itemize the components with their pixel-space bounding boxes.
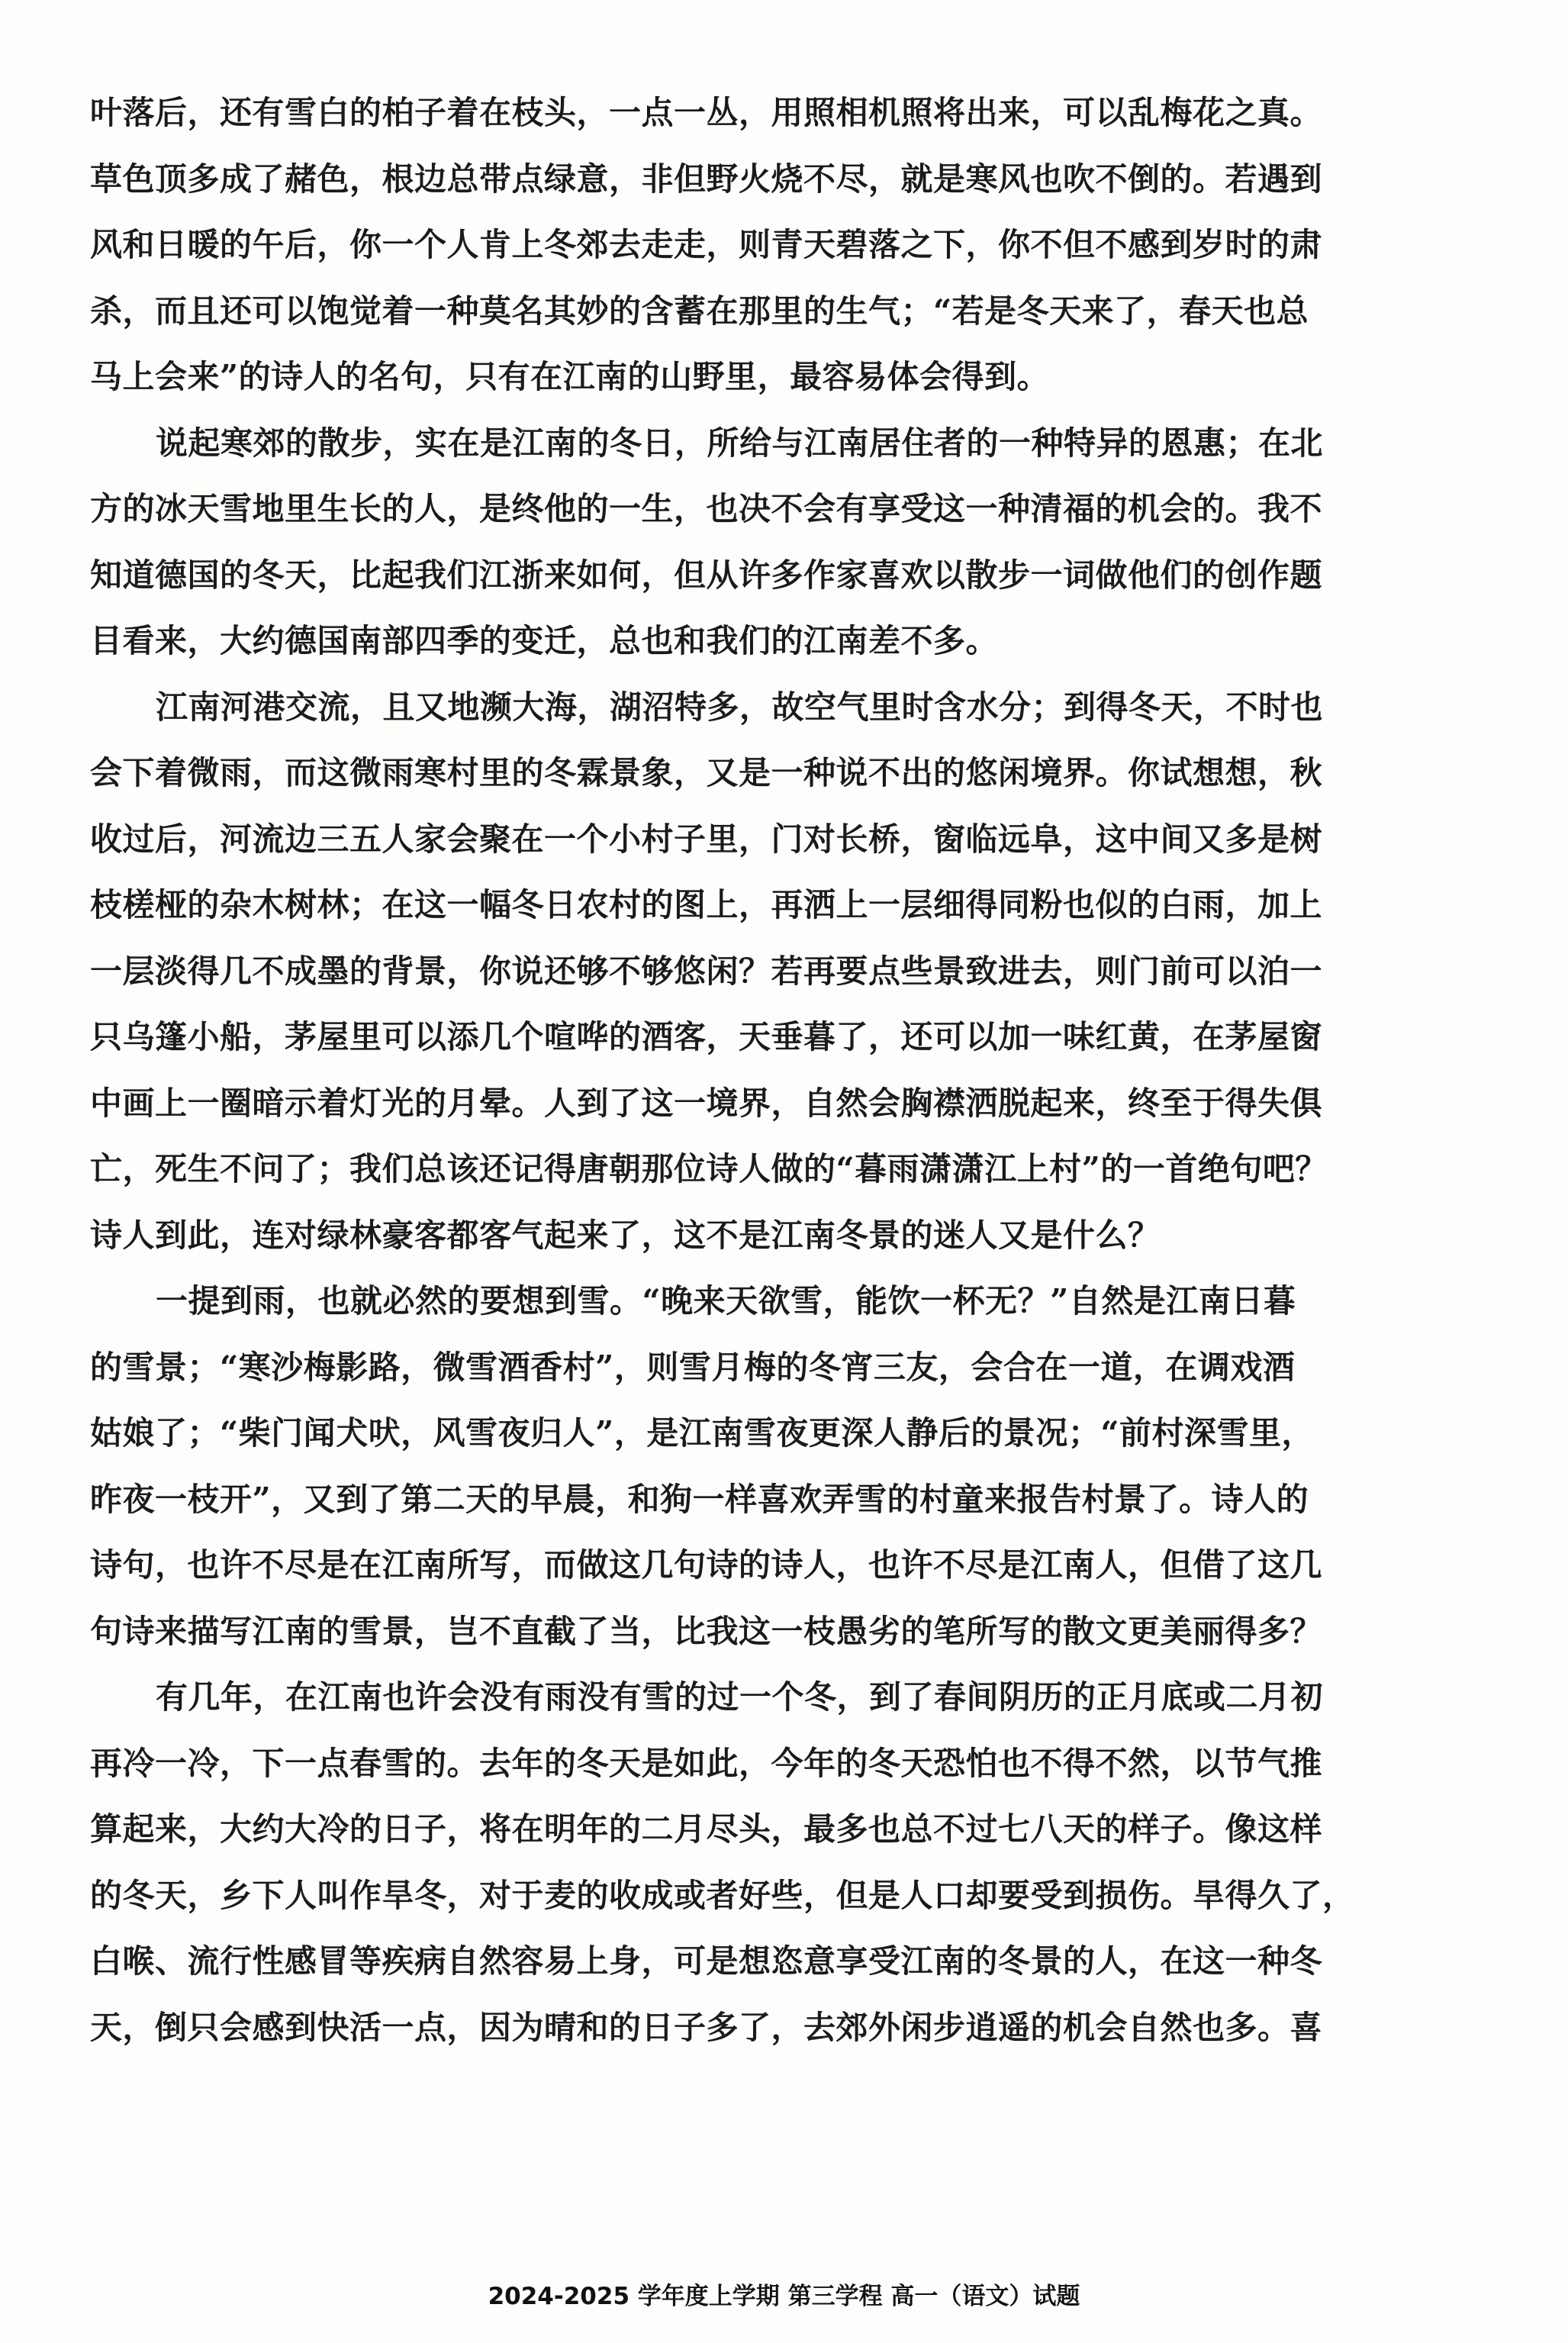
text-line: 句诗来描写江南的雪景，岂不直截了当，比我这一枝愚劣的笔所写的散文更美丽得多？ xyxy=(90,1612,1323,1650)
text-line: 草色顶多成了赭色，根边总带点绿意，非但野火烧不尽，就是寒风也吹不倒的。若遇到 xyxy=(90,160,1323,198)
page-footer: 2024-2025 学年度上学期 第三学程 高一（语文）试题 xyxy=(488,2283,1080,2310)
text-line: 目看来，大约德国南部四季的变迁，总也和我们的江南差不多。 xyxy=(90,622,999,659)
text-line: 再冷一冷，下一点春雪的。去年的冬天是如此，今年的冬天恐怕也不得不然，以节气推 xyxy=(90,1744,1323,1782)
text-line: 枝槎桠的杂木树林；在这一幅冬日农村的图上，再洒上一层细得同粉也似的白雨，加上 xyxy=(90,886,1323,923)
text-line: 一层淡得几不成墨的背景，你说还够不够悠闲？若再要点些景致进去，则门前可以泊一 xyxy=(90,952,1323,990)
paragraph-first-line: 说起寒郊的散步，实在是江南的冬日，所给与江南居住者的一种特异的恩惠；在北 xyxy=(156,424,1324,462)
text-line: 马上会来”的诗人的名句，只有在江南的山野里，最容易体会得到。 xyxy=(90,358,1050,395)
essay-text xyxy=(90,90,1463,2071)
text-line: 诗句，也许不尽是在江南所写，而做这几句诗的诗人，也许不尽是江南人，但借了这几 xyxy=(90,1546,1323,1584)
text-line: 收过后，河流边三五人家会聚在一个小村子里，门对长桥，窗临远阜，这中间又多是树 xyxy=(90,820,1323,858)
text-line: 方的冰天雪地里生长的人，是终他的一生，也决不会有享受这一种清福的机会的。我不 xyxy=(90,490,1323,527)
text-line: 亡，死生不问了；我们总该还记得唐朝那位诗人做的“暮雨潇潇江上村”的一首绝句吧？ xyxy=(90,1150,1328,1188)
text-line: 知道德国的冬天，比起我们江浙来如何，但从许多作家喜欢以散步一词做他们的创作题 xyxy=(90,556,1323,594)
text-line: 杀，而且还可以饱觉着一种莫名其妙的含蓄在那里的生气；“若是冬天来了，春天也总 xyxy=(90,292,1309,330)
text-line: 风和日暖的午后，你一个人肯上冬郊去走走，则青天碧落之下，你不但不感到岁时的肃 xyxy=(90,226,1323,263)
text-line: 的冬天，乡下人叫作旱冬，对于麦的收成或者好些，但是人口却要受到损伤。旱得久了， xyxy=(90,1876,1355,1914)
text-line: 诗人到此，连对绿林豪客都客气起来了，这不是江南冬景的迷人又是什么？ xyxy=(90,1216,1161,1254)
paragraph-first-line: 江南河港交流，且又地濒大海，湖沼特多，故空气里时含水分；到得冬天，不时也 xyxy=(156,688,1324,726)
text-line: 算起来，大约大冷的日子，将在明年的二月尽头，最多也总不过七八天的样子。像这样 xyxy=(90,1810,1323,1848)
text-line: 只乌篷小船，茅屋里可以添几个喧哗的酒客，天垂暮了，还可以加一味红黄，在茅屋窗 xyxy=(90,1018,1323,1055)
paragraph-first-line: 有几年，在江南也许会没有雨没有雪的过一个冬，到了春间阴历的正月底或二月初 xyxy=(156,1678,1324,1716)
text-line: 昨夜一枝开”，又到了第二天的早晨，和狗一样喜欢弄雪的村童来报告村景了。诗人的 xyxy=(90,1480,1309,1518)
text-line: 的雪景；“寒沙梅影路，微雪酒香村”，则雪月梅的冬宵三友，会合在一道，在调戏酒 xyxy=(90,1348,1296,1386)
text-line: 中画上一圈暗示着灯光的月晕。人到了这一境界，自然会胸襟洒脱起来，终至于得失俱 xyxy=(90,1084,1323,1122)
text-line: 天，倒只会感到快活一点，因为晴和的日子多了，去郊外闲步逍遥的机会自然也多。喜 xyxy=(90,2008,1323,2046)
paragraph-first-line: 一提到雨，也就必然的要想到雪。“晚来天欲雪，能饮一杯无？”自然是江南日暮 xyxy=(156,1282,1296,1320)
text-line: 叶落后，还有雪白的柏子着在枝头，一点一丛，用照相机照将出来，可以乱梅花之真。 xyxy=(90,94,1323,131)
text-line: 姑娘了；“柴门闻犬吠，风雪夜归人”，是江南雪夜更深人静后的景况；“前村深雪里， xyxy=(90,1414,1314,1452)
text-line: 白喉、流行性感冒等疾病自然容易上身，可是想恣意享受江南的冬景的人，在这一种冬 xyxy=(90,1942,1323,1980)
text-line: 会下着微雨，而这微雨寒村里的冬霖景象，又是一种说不出的悠闲境界。你试想想，秋 xyxy=(90,754,1323,791)
